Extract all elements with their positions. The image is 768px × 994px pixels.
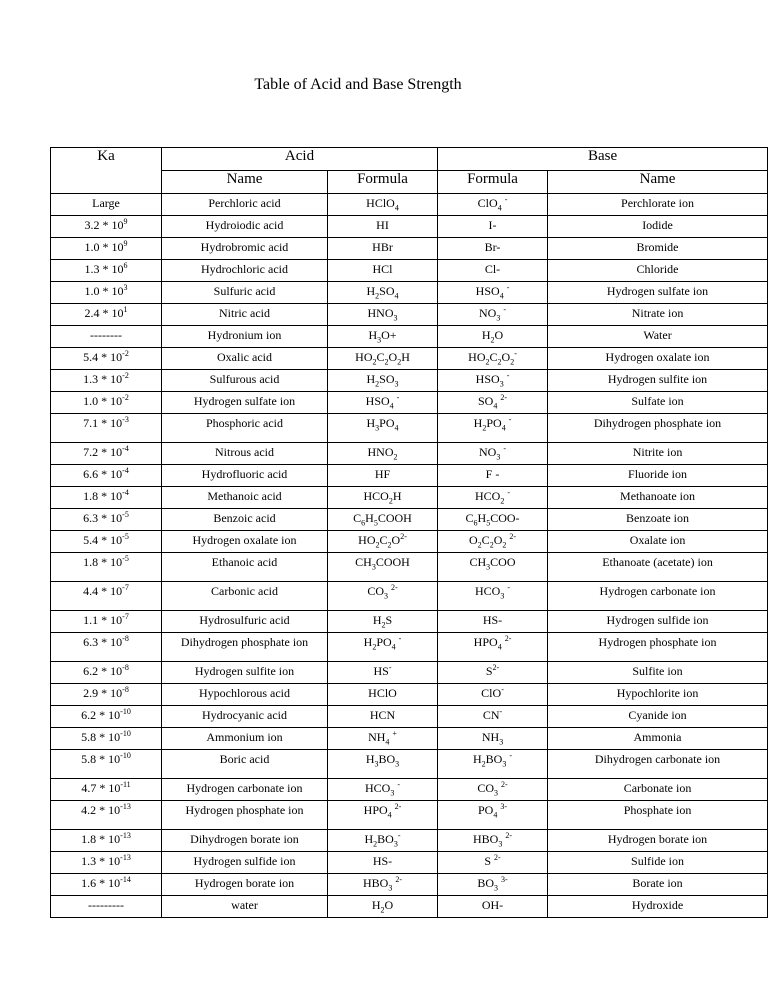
base-formula: $BO_3$ $^{3-}$ bbox=[438, 874, 548, 896]
acid-formula: $HCO_2H$ bbox=[328, 487, 438, 509]
base-formula: $CH_3COO$ bbox=[438, 553, 548, 582]
base-formula: Cl- bbox=[438, 260, 548, 282]
base-name: Water bbox=[548, 326, 768, 348]
acid-formula: $CH_3COOH$ bbox=[328, 553, 438, 582]
acid-formula-header: Formula bbox=[328, 171, 438, 194]
table-row bbox=[51, 750, 768, 779]
ka-value: $6.3 * 10^{-5}$ bbox=[51, 509, 162, 531]
acid-formula: HF bbox=[328, 465, 438, 487]
header-row-main bbox=[51, 148, 768, 171]
acid-name: Dihydrogen phosphate ion bbox=[162, 633, 328, 662]
acid-name: Hydrofluoric acid bbox=[162, 465, 328, 487]
acid-formula: HS- bbox=[328, 852, 438, 874]
acid-formula: $HBO_3$ $^{2-}$ bbox=[328, 874, 438, 896]
table-row bbox=[51, 304, 768, 326]
table-row bbox=[51, 216, 768, 238]
base-name: Oxalate ion bbox=[548, 531, 768, 553]
ka-header: Ka bbox=[51, 148, 162, 171]
table-row bbox=[51, 326, 768, 348]
table-row bbox=[51, 194, 768, 216]
acid-formula: HCl bbox=[328, 260, 438, 282]
acid-formula: $H_2PO_4$ - bbox=[328, 633, 438, 662]
acid-name: Methanoic acid bbox=[162, 487, 328, 509]
base-name: Borate ion bbox=[548, 874, 768, 896]
acid-formula: $HSO_4$ - bbox=[328, 392, 438, 414]
table-row bbox=[51, 728, 768, 750]
table-row bbox=[51, 414, 768, 443]
acid-formula: $H_3PO_4$ bbox=[328, 414, 438, 443]
base-name: Phosphate ion bbox=[548, 801, 768, 830]
acid-name: Dihydrogen borate ion bbox=[162, 830, 328, 852]
acid-formula: $CO_3$ $^{2-}$ bbox=[328, 582, 438, 611]
ka-value: $1.0 * 10^{-2}$ bbox=[51, 392, 162, 414]
ka-value: $1.1 * 10^{-7}$ bbox=[51, 611, 162, 633]
table-row bbox=[51, 348, 768, 370]
acid-name: Nitric acid bbox=[162, 304, 328, 326]
acid-formula: $HO_2C_2O^{2-}$ bbox=[328, 531, 438, 553]
acid-formula: $HCO_3$ - bbox=[328, 779, 438, 801]
ka-header-spacer bbox=[51, 171, 162, 194]
acid-name: Benzoic acid bbox=[162, 509, 328, 531]
acid-formula: HBr bbox=[328, 238, 438, 260]
ka-value: $1.8 * 10^{-4}$ bbox=[51, 487, 162, 509]
acid-formula: $NH_4$ + bbox=[328, 728, 438, 750]
acid-formula: HClO bbox=[328, 684, 438, 706]
acid-formula: HS- bbox=[328, 662, 438, 684]
table-row bbox=[51, 260, 768, 282]
table-row bbox=[51, 779, 768, 801]
base-formula: F - bbox=[438, 465, 548, 487]
base-name: Hydrogen phosphate ion bbox=[548, 633, 768, 662]
acid-formula: $H_2S$ bbox=[328, 611, 438, 633]
base-formula-header: Formula bbox=[438, 171, 548, 194]
acid-name: Hydrogen oxalate ion bbox=[162, 531, 328, 553]
acid-name: Perchloric acid bbox=[162, 194, 328, 216]
acid-name: Phosphoric acid bbox=[162, 414, 328, 443]
base-formula: $H_2BO_3$ - bbox=[438, 750, 548, 779]
base-formula: $HSO_3$ - bbox=[438, 370, 548, 392]
base-name: Hydrogen borate ion bbox=[548, 830, 768, 852]
base-name: Hydrogen oxalate ion bbox=[548, 348, 768, 370]
base-formula: $NH_3$ bbox=[438, 728, 548, 750]
base-name: Hydroxide bbox=[548, 896, 768, 918]
base-name: Carbonate ion bbox=[548, 779, 768, 801]
base-formula: $H_2O$ bbox=[438, 326, 548, 348]
base-name: Perchlorate ion bbox=[548, 194, 768, 216]
acid-formula: $H_3O+$ bbox=[328, 326, 438, 348]
table-row bbox=[51, 582, 768, 611]
base-name: Chloride bbox=[548, 260, 768, 282]
acid-formula: HClO$_4$ bbox=[328, 194, 438, 216]
table-row bbox=[51, 392, 768, 414]
acid-name: Ethanoic acid bbox=[162, 553, 328, 582]
ka-value: $4.2 * 10^{-13}$ bbox=[51, 801, 162, 830]
base-name: Hypochlorite ion bbox=[548, 684, 768, 706]
acid-formula: $HO_2C_2O_2H$ bbox=[328, 348, 438, 370]
acid-name: Hydrogen sulfite ion bbox=[162, 662, 328, 684]
table-row bbox=[51, 706, 768, 728]
table-row bbox=[51, 487, 768, 509]
table-row bbox=[51, 465, 768, 487]
base-name: Sulfide ion bbox=[548, 852, 768, 874]
acid-name: Hydrosulfuric acid bbox=[162, 611, 328, 633]
ka-value: $1.6 * 10^{-14}$ bbox=[51, 874, 162, 896]
ka-value: $3.2 * 10^9$ bbox=[51, 216, 162, 238]
base-name: Sulfite ion bbox=[548, 662, 768, 684]
base-formula: $HCO_3$ - bbox=[438, 582, 548, 611]
ka-value: $1.3 * 10^{-2}$ bbox=[51, 370, 162, 392]
table-row bbox=[51, 282, 768, 304]
ka-value: $4.4 * 10^{-7}$ bbox=[51, 582, 162, 611]
table-row bbox=[51, 874, 768, 896]
acid-formula: HI bbox=[328, 216, 438, 238]
base-name: Hydrogen sulfate ion bbox=[548, 282, 768, 304]
base-name: Iodide bbox=[548, 216, 768, 238]
base-formula: Br- bbox=[438, 238, 548, 260]
base-name: Benzoate ion bbox=[548, 509, 768, 531]
table-row bbox=[51, 662, 768, 684]
base-formula: $CO_3$ $^{2-}$ bbox=[438, 779, 548, 801]
acid-formula: $C_6H_5COOH$ bbox=[328, 509, 438, 531]
acid-name: Hydrogen borate ion bbox=[162, 874, 328, 896]
ka-value: $1.0 * 10^3$ bbox=[51, 282, 162, 304]
table-row bbox=[51, 633, 768, 662]
acid-formula: $H_2SO_3$ bbox=[328, 370, 438, 392]
base-name: Methanoate ion bbox=[548, 487, 768, 509]
acid-name: Hydrocyanic acid bbox=[162, 706, 328, 728]
base-formula: $C_6H_5COO-$ bbox=[438, 509, 548, 531]
table-row bbox=[51, 443, 768, 465]
base-formula: HS- bbox=[438, 611, 548, 633]
base-formula: I- bbox=[438, 216, 548, 238]
ka-value: $2.4 * 10^1$ bbox=[51, 304, 162, 326]
acid-name: Hydronium ion bbox=[162, 326, 328, 348]
acid-formula: $H_2BO_3^-$ bbox=[328, 830, 438, 852]
ka-value: $1.8 * 10^{-13}$ bbox=[51, 830, 162, 852]
table-row bbox=[51, 852, 768, 874]
acid-formula: $HNO_2$ bbox=[328, 443, 438, 465]
acid-name: Hydrogen sulfide ion bbox=[162, 852, 328, 874]
base-formula: $HBO_3$ $^{2-}$ bbox=[438, 830, 548, 852]
acid-header: Acid bbox=[162, 148, 438, 171]
base-header: Base bbox=[438, 148, 768, 171]
base-name: Hydrogen carbonate ion bbox=[548, 582, 768, 611]
table-row bbox=[51, 509, 768, 531]
ka-value: $4.7 * 10^{-11}$ bbox=[51, 779, 162, 801]
base-name: Nitrite ion bbox=[548, 443, 768, 465]
acid-name: Hydrogen sulfate ion bbox=[162, 392, 328, 414]
ka-value: $1.3 * 10^6$ bbox=[51, 260, 162, 282]
base-name: Cyanide ion bbox=[548, 706, 768, 728]
acid-name-header: Name bbox=[162, 171, 328, 194]
base-formula: $HSO_4$ - bbox=[438, 282, 548, 304]
acid-name: Sulfurous acid bbox=[162, 370, 328, 392]
base-formula: $PO_4$ $^{3-}$ bbox=[438, 801, 548, 830]
base-name: Sulfate ion bbox=[548, 392, 768, 414]
acid-name: Carbonic acid bbox=[162, 582, 328, 611]
base-formula: ClO- bbox=[438, 684, 548, 706]
base-formula: $HO_2C_2O_2^-$ bbox=[438, 348, 548, 370]
base-name: Nitrate ion bbox=[548, 304, 768, 326]
ka-value: $5.8 * 10^{-10}$ bbox=[51, 750, 162, 779]
base-formula: $S^{2-}$ bbox=[438, 662, 548, 684]
base-name: Bromide bbox=[548, 238, 768, 260]
base-name: Ethanoate (acetate) ion bbox=[548, 553, 768, 582]
acid-name: Hydrochloric acid bbox=[162, 260, 328, 282]
table-row bbox=[51, 611, 768, 633]
base-formula: $NO_3$ - bbox=[438, 443, 548, 465]
ka-value: $1.8 * 10^{-5}$ bbox=[51, 553, 162, 582]
acid-name: Sulfuric acid bbox=[162, 282, 328, 304]
acid-name: Hydroiodic acid bbox=[162, 216, 328, 238]
ka-value: -------- bbox=[51, 326, 162, 348]
base-formula: OH- bbox=[438, 896, 548, 918]
acid-formula: HCN bbox=[328, 706, 438, 728]
table-row bbox=[51, 370, 768, 392]
ka-value: $6.2 * 10^{-10}$ bbox=[51, 706, 162, 728]
base-name: Hydrogen sulfite ion bbox=[548, 370, 768, 392]
base-name-header: Name bbox=[548, 171, 768, 194]
base-formula: ClO$_4$ - bbox=[438, 194, 548, 216]
ka-value: $1.3 * 10^{-13}$ bbox=[51, 852, 162, 874]
base-name: Hydrogen sulfide ion bbox=[548, 611, 768, 633]
base-name: Dihydrogen phosphate ion bbox=[548, 414, 768, 443]
base-name: Ammonia bbox=[548, 728, 768, 750]
acid-name: Hydrobromic acid bbox=[162, 238, 328, 260]
ka-value: $7.2 * 10^{-4}$ bbox=[51, 443, 162, 465]
acid-name: water bbox=[162, 896, 328, 918]
base-formula: $NO_3$ - bbox=[438, 304, 548, 326]
ka-value: $6.3 * 10^{-8}$ bbox=[51, 633, 162, 662]
ka-value: $5.8 * 10^{-10}$ bbox=[51, 728, 162, 750]
ka-value: --------- bbox=[51, 896, 162, 918]
acid-name: Nitrous acid bbox=[162, 443, 328, 465]
acid-name: Hydrogen carbonate ion bbox=[162, 779, 328, 801]
page-title: Table of Acid and Base Strength bbox=[254, 76, 462, 93]
base-formula: $H_2PO_4$ - bbox=[438, 414, 548, 443]
ka-value: $5.4 * 10^{-2}$ bbox=[51, 348, 162, 370]
base-name: Dihydrogen carbonate ion bbox=[548, 750, 768, 779]
ka-value: $1.0 * 10^9$ bbox=[51, 238, 162, 260]
base-formula: $HCO_2$ - bbox=[438, 487, 548, 509]
base-formula: $HPO_4$ $^{2-}$ bbox=[438, 633, 548, 662]
ka-value: $6.2 * 10^{-8}$ bbox=[51, 662, 162, 684]
acid-name: Boric acid bbox=[162, 750, 328, 779]
table-row bbox=[51, 684, 768, 706]
ka-value: $6.6 * 10^{-4}$ bbox=[51, 465, 162, 487]
ka-value: $2.9 * 10^{-8}$ bbox=[51, 684, 162, 706]
ka-value: $7.1 * 10^{-3}$ bbox=[51, 414, 162, 443]
base-formula: S $^{2-}$ bbox=[438, 852, 548, 874]
acid-formula: $HPO_4$ $^{2-}$ bbox=[328, 801, 438, 830]
table-row bbox=[51, 896, 768, 918]
table-row bbox=[51, 531, 768, 553]
acid-name: Hypochlorous acid bbox=[162, 684, 328, 706]
acid-base-table bbox=[50, 147, 768, 918]
table-row bbox=[51, 553, 768, 582]
table-row bbox=[51, 830, 768, 852]
acid-name: Hydrogen phosphate ion bbox=[162, 801, 328, 830]
acid-formula: $HNO_3$ bbox=[328, 304, 438, 326]
table-row bbox=[51, 801, 768, 830]
acid-formula: $H_2SO_4$ bbox=[328, 282, 438, 304]
header-row-sub bbox=[51, 171, 768, 194]
base-formula: $O_2C_2O_2$ $^{2-}$ bbox=[438, 531, 548, 553]
acid-formula: $H_2O$ bbox=[328, 896, 438, 918]
base-formula: $SO_4$ $^{2-}$ bbox=[438, 392, 548, 414]
base-name: Fluoride ion bbox=[548, 465, 768, 487]
base-formula: CN- bbox=[438, 706, 548, 728]
table-row bbox=[51, 238, 768, 260]
acid-name: Ammonium ion bbox=[162, 728, 328, 750]
ka-value: $5.4 * 10^{-5}$ bbox=[51, 531, 162, 553]
ka-value: Large bbox=[51, 194, 162, 216]
acid-name: Oxalic acid bbox=[162, 348, 328, 370]
acid-formula: $H_3BO_3$ bbox=[328, 750, 438, 779]
